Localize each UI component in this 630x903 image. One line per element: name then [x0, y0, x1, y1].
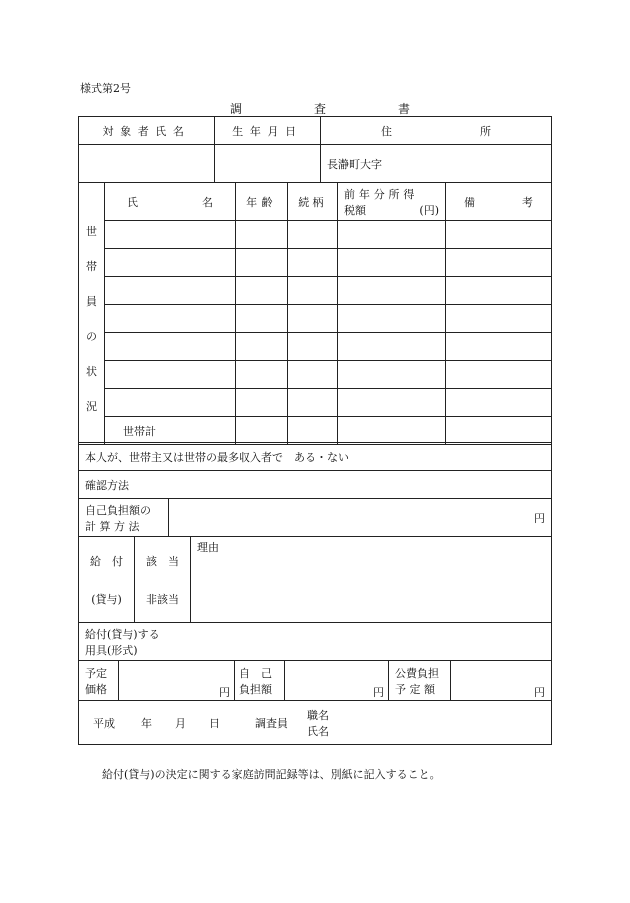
- planned-price-label: 予定 価格: [79, 661, 119, 701]
- cost-table: [78, 660, 552, 745]
- member-name-cell[interactable]: [105, 389, 236, 417]
- main-earner-row[interactable]: 本人が、世帯主又は世帯の最多収入者で ある・ない: [79, 443, 552, 471]
- member-name-cell[interactable]: [105, 277, 236, 305]
- household-total-label: 世帯計: [105, 417, 236, 445]
- title-char: 査: [313, 102, 326, 116]
- member-relation-cell[interactable]: [288, 389, 338, 417]
- document-title: [230, 100, 410, 117]
- member-income-cell[interactable]: [338, 333, 446, 361]
- grant-applicability[interactable]: 該 当 非該当: [135, 537, 191, 623]
- member-remarks-cell[interactable]: [446, 361, 552, 389]
- member-income-cell[interactable]: [338, 361, 446, 389]
- footnote: 給付(貸与)の決定に関する家庭訪問記録等は、別紙に記入すること。: [102, 768, 441, 781]
- name-value[interactable]: [79, 145, 215, 183]
- member-relation-cell[interactable]: [288, 305, 338, 333]
- total-relation-cell[interactable]: [288, 417, 338, 445]
- member-age-cell[interactable]: [236, 221, 288, 249]
- col-remarks: 備 考: [446, 183, 552, 221]
- self-burden-value[interactable]: 円: [285, 661, 389, 701]
- member-income-cell[interactable]: [338, 277, 446, 305]
- grant-table: [78, 536, 552, 661]
- header-name: 対象者氏名: [79, 117, 215, 145]
- member-remarks-cell[interactable]: [446, 221, 552, 249]
- member-remarks-cell[interactable]: [446, 333, 552, 361]
- member-name-cell[interactable]: [105, 305, 236, 333]
- member-age-cell[interactable]: [236, 305, 288, 333]
- total-income-cell[interactable]: [338, 417, 446, 445]
- title-char: 調: [230, 102, 243, 116]
- member-income-cell[interactable]: [338, 389, 446, 417]
- member-name-cell[interactable]: [105, 221, 236, 249]
- member-income-cell[interactable]: [338, 249, 446, 277]
- grant-reason[interactable]: 理由: [191, 537, 552, 623]
- total-remarks-cell[interactable]: [446, 417, 552, 445]
- member-relation-cell[interactable]: [288, 221, 338, 249]
- household-table: [78, 182, 552, 445]
- header-birth: 生年月日: [215, 117, 321, 145]
- header-table: [78, 116, 552, 183]
- col-age: 年齢: [236, 183, 288, 221]
- planned-price-value[interactable]: 円: [119, 661, 235, 701]
- assessment-table: [78, 442, 552, 499]
- equipment-row[interactable]: 給付(貸与)する 用具(形式): [79, 623, 552, 661]
- total-age-cell[interactable]: [236, 417, 288, 445]
- member-age-cell[interactable]: [236, 389, 288, 417]
- birth-value[interactable]: [215, 145, 321, 183]
- member-remarks-cell[interactable]: [446, 249, 552, 277]
- member-name-cell[interactable]: [105, 249, 236, 277]
- member-relation-cell[interactable]: [288, 333, 338, 361]
- member-relation-cell[interactable]: [288, 249, 338, 277]
- public-burden-value[interactable]: 円: [451, 661, 552, 701]
- title-char: 書: [397, 102, 410, 116]
- member-name-cell[interactable]: [105, 361, 236, 389]
- col-income: 前年分所得 税額 (円): [338, 183, 446, 221]
- col-name: 氏 名: [105, 183, 236, 221]
- self-calc-table: [78, 498, 552, 537]
- member-age-cell[interactable]: [236, 361, 288, 389]
- member-income-cell[interactable]: [338, 221, 446, 249]
- form-number: 様式第2号: [80, 82, 131, 95]
- member-remarks-cell[interactable]: [446, 277, 552, 305]
- member-age-cell[interactable]: [236, 249, 288, 277]
- address-value[interactable]: 長瀞町大字: [321, 145, 552, 183]
- member-remarks-cell[interactable]: [446, 389, 552, 417]
- confirm-method-row[interactable]: 確認方法: [79, 471, 552, 499]
- header-address: 住 所: [321, 117, 552, 145]
- member-age-cell[interactable]: [236, 277, 288, 305]
- col-relation: 続柄: [288, 183, 338, 221]
- public-burden-label: 公費負担 予 定 額: [389, 661, 451, 701]
- member-name-cell[interactable]: [105, 333, 236, 361]
- member-relation-cell[interactable]: [288, 277, 338, 305]
- grant-label: 給 付 (貸与): [79, 537, 135, 623]
- member-relation-cell[interactable]: [288, 361, 338, 389]
- household-side-label: 世 帯 員 の 状 況: [79, 183, 105, 445]
- self-calc-value[interactable]: 円: [169, 499, 552, 537]
- footer-row: 平成 年 月 日 調査員 職名 氏名: [79, 701, 552, 745]
- member-age-cell[interactable]: [236, 333, 288, 361]
- self-burden-label: 自 己 負担額: [235, 661, 285, 701]
- member-remarks-cell[interactable]: [446, 305, 552, 333]
- member-income-cell[interactable]: [338, 305, 446, 333]
- self-calc-label: 自己負担額の 計 算 方 法: [79, 499, 169, 537]
